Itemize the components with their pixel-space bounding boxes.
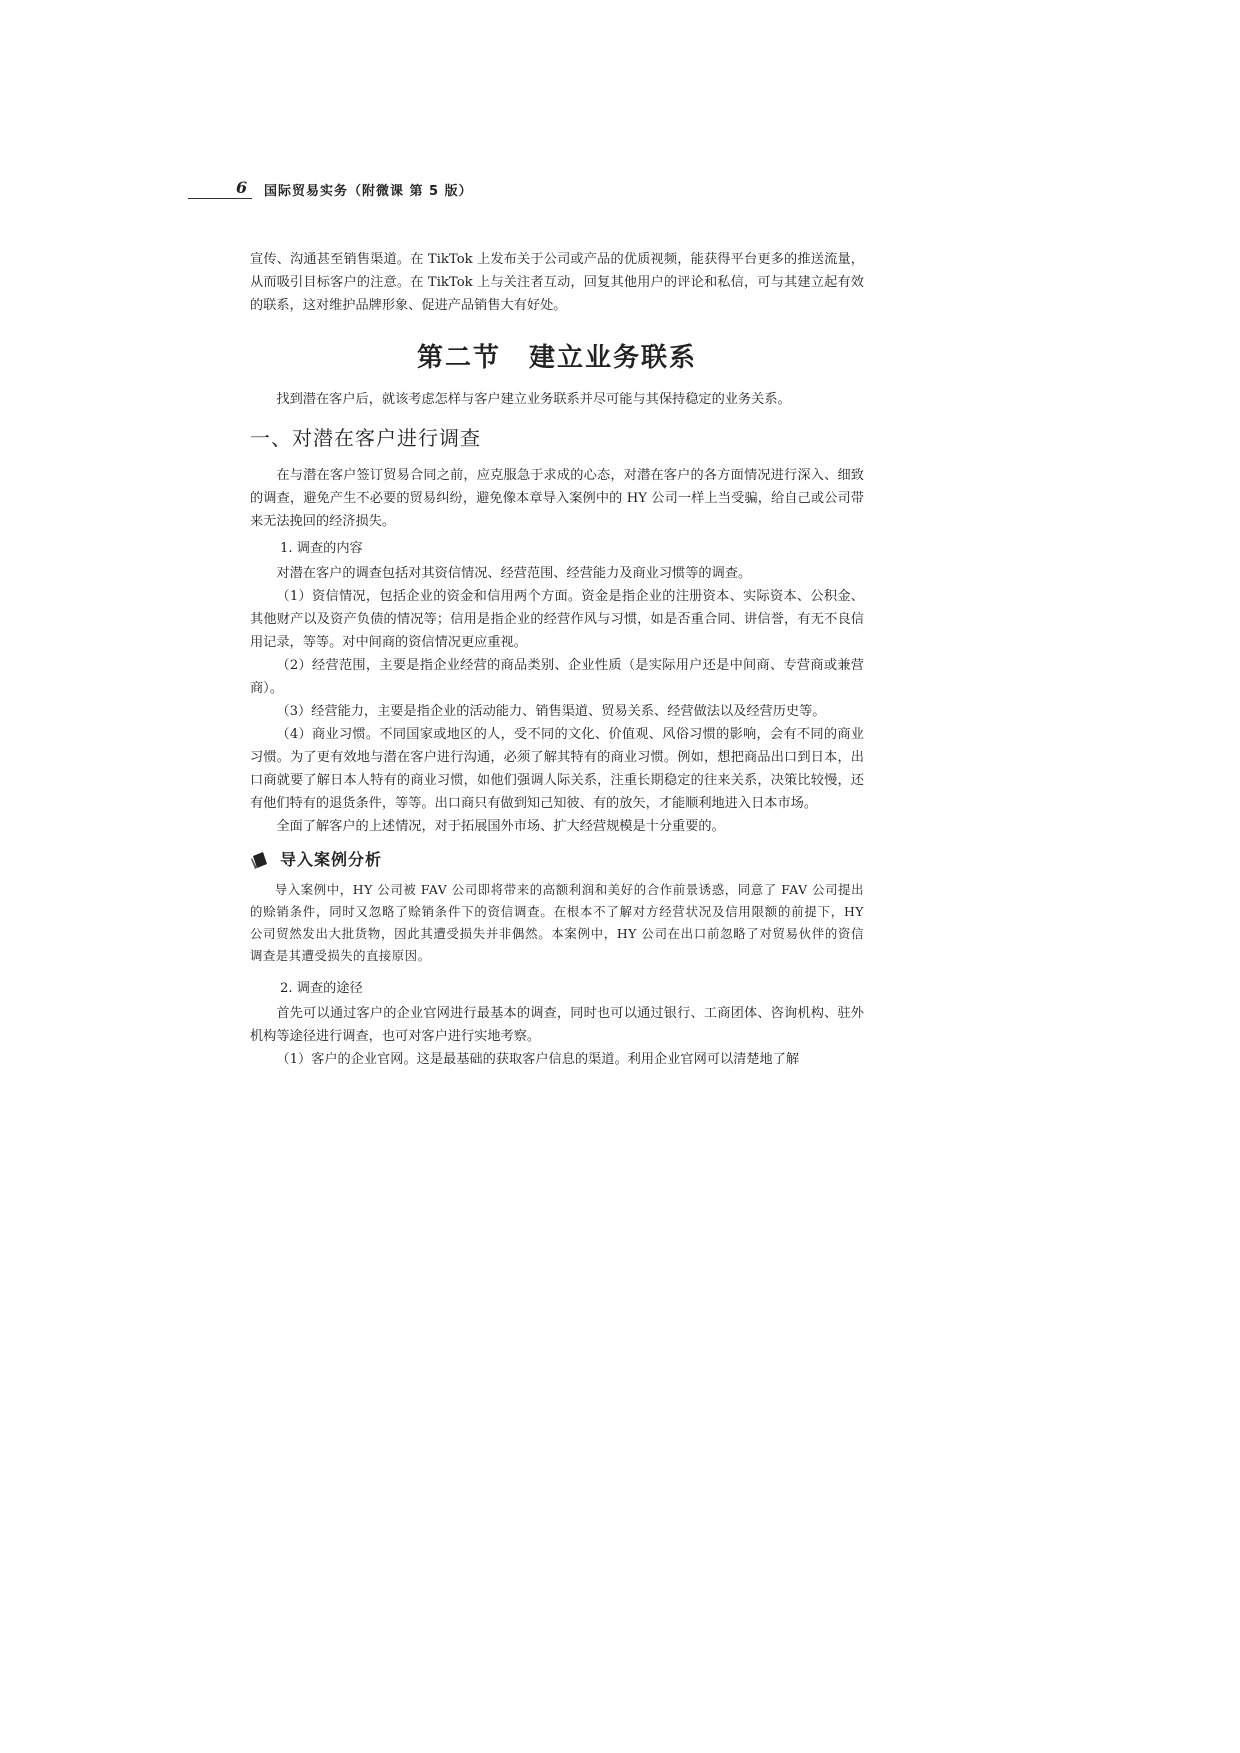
item1-lead: 对潜在客户的调查包括对其资信情况、经营范围、经营能力及商业习惯等的调查。 <box>276 566 752 581</box>
item1-title: 1. 调查的内容 <box>280 541 363 556</box>
item1-point-3: （3）经营能力，主要是指企业的活动能力、销售渠道、贸易关系、经营做法以及经营历史等。 <box>276 704 826 719</box>
item1-summary: 全面了解客户的上述情况，对于拓展国外市场、扩大经营规模是十分重要的。 <box>276 819 725 834</box>
header-rule <box>188 198 252 199</box>
case-analysis-title: 导入案例分析 <box>280 850 383 869</box>
section-lead: 找到潜在客户后，就该考虑怎样与客户建立业务联系并尽可能与其保持稳定的业务关系。 <box>276 392 791 407</box>
case-analysis-text: 导入案例中，HY 公司被 FAV 公司即将带来的高额利润和美好的合作前景诱惑，同意了 FAV 公司提出的赊销条件，同时又忽略了赊销条件下的资信调查。在根本不了解对方经营状况及信用限额的前提下，HY 公司贸然发出大批货物，因此其遭受损失并非偶然。本案例中，HY 公司在出口前忽略了对贸易伙伴的资信调查是其遭受损失的直接原因。 <box>250 882 864 963</box>
case-analysis-heading <box>250 848 864 871</box>
item1-point-1: （1）资信情况，包括企业的资金和信用两个方面。资金是指企业的注册资本、实际资本、公积金、其他财产以及资产负债的情况等；信用是指企业的经营作风与习惯，如是否重合同、讲信誉，有无不良信用记录，等等。对中间商的资信情况更应重视。 <box>250 589 864 650</box>
section-title: 第二节 建立业务联系 <box>416 343 697 373</box>
item1-point-2: （2）经营范围，主要是指企业经营的商品类别、企业性质（是实际用户还是中间商、专营商或兼营商）。 <box>250 658 864 696</box>
running-header <box>188 178 888 204</box>
item1-point-4: （4）商业习惯。不同国家或地区的人，受不同的文化、价值观、风俗习惯的影响，会有不同的商业习惯。为了更有效地与潜在客户进行沟通，必须了解其特有的商业习惯。例如，想把商品出口到日本，出口商就要了解日本人特有的商业习惯，如他们强调人际关系，注重长期稳定的往来关系，决策比较慢，还有他们特有的退货条件，等等。出口商只有做到知己知彼、有的放矢，才能顺利地进入日本市场。 <box>250 727 864 811</box>
book-title: 国际贸易实务（附微课 第 5 版） <box>264 184 473 199</box>
book-icon <box>250 850 270 870</box>
case-analysis-body <box>250 879 864 967</box>
page-number: 6 <box>236 178 248 197</box>
intro-paragraph: 宣传、沟通甚至销售渠道。在 TikTok 上发布关于公司或产品的优质视频，能获得平台更多的推送流量，从而吸引目标客户的注意。在 TikTok 上与关注者互动，回复其他用户的评论和私信，可与其建立起有效的联系，这对维护品牌形象、促进产品销售大有好处。 <box>250 252 864 313</box>
item2-point-1: （1）客户的企业官网。这是最基础的获取客户信息的渠道。利用企业官网可以清楚地了解 <box>276 1052 800 1067</box>
page-body <box>250 248 864 1071</box>
item2-title: 2. 调查的途径 <box>280 981 363 996</box>
part1-paragraph: 在与潜在客户签订贸易合同之前，应克服急于求成的心态，对潜在客户的各方面情况进行深入、细致的调查，避免产生不必要的贸易纠纷，避免像本章导入案例中的 HY 公司一样上当受骗，给自己或公司带来无法挽回的经济损失。 <box>250 468 864 529</box>
part1-title: 一、对潜在客户进行调查 <box>250 426 481 450</box>
item2-lead: 首先可以通过客户的企业官网进行最基本的调查，同时也可以通过银行、工商团体、咨询机构、驻外机构等途径进行调查，也可对客户进行实地考察。 <box>250 1006 864 1044</box>
